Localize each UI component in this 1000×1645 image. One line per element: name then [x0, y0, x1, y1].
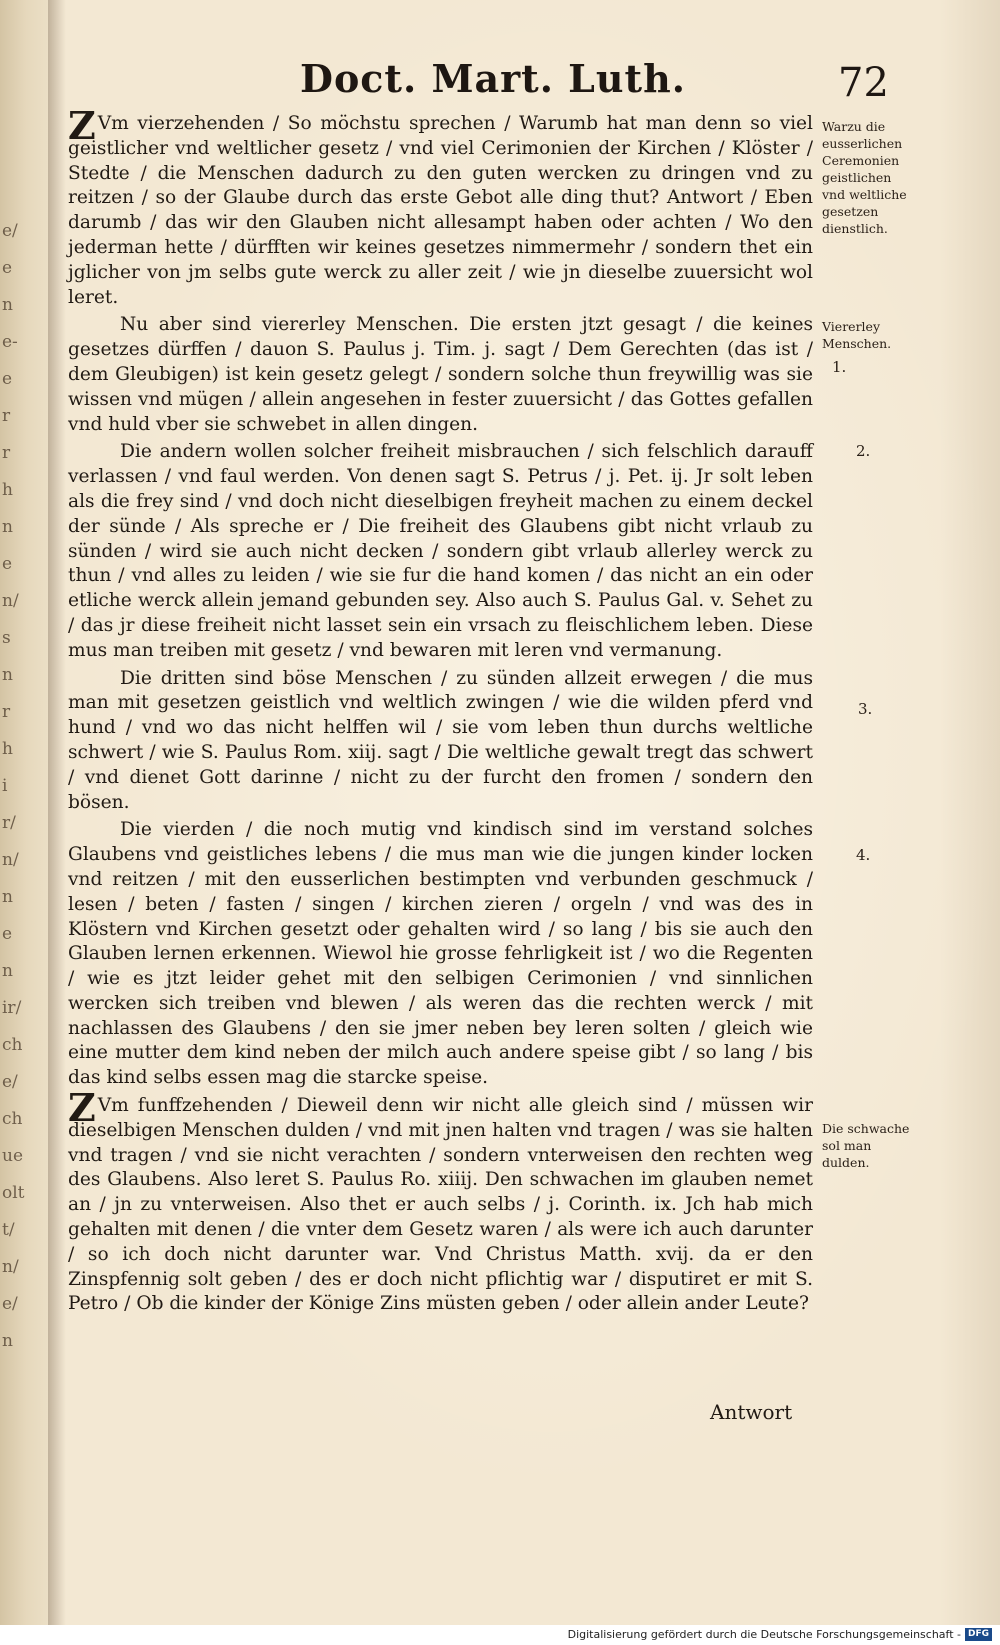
edge-fragment: n: [2, 887, 13, 907]
edge-fragment: olt: [2, 1183, 25, 1203]
paragraph-1: [68, 103, 813, 310]
paragraph-text: Die dritten sind böse Menschen / zu sünden allzeit erwegen / die mus man mit gesetzen geistlich vnd weltlich zwingen / wie die wilden pferd vnd hund / vnd wo das nicht helffen wil / sie vom leben thun durchs weltliche schwert / wie S. Paulus Rom. xiij. sagt / Die weltliche gewalt tregt das schwert / vnd dienet Gott darinne / nicht zu der furcht den fromen / sondern den bösen.: [68, 667, 813, 813]
digitization-credit: [568, 1628, 992, 1641]
marginal-number-1: 1.: [832, 358, 847, 376]
edge-fragment: e/: [2, 221, 18, 241]
edge-fragment: r: [2, 443, 11, 463]
edge-fragment: n/: [2, 850, 19, 870]
credit-text: Digitalisierung gefördert durch die Deutsche Forschungsgemeinschaft -: [567, 1628, 961, 1641]
edge-fragment: n/: [2, 1257, 19, 1277]
initial-letter: Z: [68, 103, 96, 148]
folio-number: 72: [838, 60, 889, 106]
paragraph-4: [68, 667, 813, 816]
edge-fragment: ue: [2, 1146, 24, 1166]
edge-fragment: ch: [2, 1035, 23, 1055]
edge-fragment: i: [2, 776, 8, 796]
edge-fragment: n: [2, 665, 13, 685]
marginal-note-viererley: Viererley Menschen.: [822, 319, 892, 351]
edge-fragment: e: [2, 258, 13, 278]
edge-fragment: e: [2, 369, 13, 389]
initial-letter: Z: [68, 1085, 96, 1131]
main-text-column: [68, 103, 813, 1317]
paragraph-text: Vm vierzehenden / So möchstu sprechen / Warumb hat man denn so viel geistlicher vnd weltlicher gesetz / vnd viel Cerimonien der Kirchen / Klöster / Stedte / die Menschen dadurch zu den guten wercken zu dringen vnd zu reitzen / so der Glaube durch das erste Gebot alle ding thut? Antwort / Eben darumb / das wir den Glauben nicht allesampt haben oder achten / Wo den jederman hette / dürfften wir keines gesetzes nimmermehr / sondern thet ein jglicher von jm selbs gute werck zu aller zeit / wie jn dieselbe zuuersicht wol leret.: [68, 113, 813, 308]
edge-fragment: e: [2, 924, 13, 944]
edge-fragment: h: [2, 739, 13, 759]
edge-fragment: n: [2, 517, 13, 537]
edge-fragment: ir/: [2, 998, 22, 1018]
edge-fragment: r: [2, 406, 11, 426]
paragraph-text: Vm funffzehenden / Dieweil denn wir nicht alle gleich sind / müssen wir dieselbigen Menschen dulden / vnd mit jnen halten vnd tragen / was sie halten vnd tragen / vnd sie nicht verachten / sondern vnterweisen den rechten weg des Glaubens. Also leret S. Paulus Ro. xiiij. Den schwachen im glauben nemet an / jn zu vnterweisen. Also thet er auch selbs / j. Corinth. ix. Jch hab mich gehalten mit denen / die vnter dem Gesetz waren / als were ich auch darunter / so ich doch nicht darunter war. Vnd Christus Matth. xvij. da er den Zinspfennig solt geben / des er doch nicht pflichtig war / disputiret er mit S. Petro / Ob die kinder der Könige Zins müsten geben / oder allein ander Leute?: [68, 1095, 813, 1315]
edge-fragment: e/: [2, 1072, 18, 1092]
edge-fragment: t/: [2, 1220, 15, 1240]
edge-fragment: r/: [2, 813, 16, 833]
edge-fragment: ch: [2, 1109, 23, 1129]
marginal-note-warzu: Warzu die eusserlichen Ceremonien geistlichen vnd weltliche gesetzen dienstlich.: [822, 119, 907, 236]
edge-fragment: n: [2, 961, 13, 981]
edge-fragment: e/: [2, 1294, 18, 1314]
running-head: Doct. Mart. Luth.: [300, 56, 686, 101]
paragraph-3: [68, 440, 813, 663]
paragraph-5: [68, 818, 813, 1091]
edge-fragment: h: [2, 480, 13, 500]
marginal-number-4: 4.: [856, 846, 871, 864]
catchword: Antwort: [710, 1400, 793, 1424]
paragraph-text: Die vierden / die noch mutig vnd kindisch sind im verstand solches Glaubens vnd geistliches lebens / die mus man wie die jungen kinder locken vnd reitzen / mit den eusserlichen bestimpten vnd verbunden geschmuck / lesen / beten / fasten / singen / kirchen zieren / orgeln / vnd was des in Klöstern vnd Kirchen gesetzt oder gehalten wird / so lang / bis sie auch den Glauben lernen erkennen. Wiewol hie grosse fehrligkeit ist / wo die Regenten / wie es jtzt leider gehet mit den selbigen Cerimonien / vnd sinnlichen wercken sich treiben vnd blewen / als weren das die rechten werck / mit nachlassen des Glaubens / den sie jmer neben bey leren solten / gleich wie eine mutter dem kind neben der milch auch andere speise gibt / so lang / bis das kind selbs essen mag die starcke speise.: [68, 819, 813, 1089]
marginal-note-schwache: Die schwache sol man dulden.: [822, 1121, 910, 1170]
edge-fragment: r: [2, 702, 11, 722]
dfg-logo: DFG: [965, 1628, 992, 1641]
paragraph-text: Nu aber sind viererley Menschen. Die ersten jtzt gesagt / die keines gesetzes dürffen / dauon S. Paulus j. Tim. j. sagt / Dem Gerechten (das ist / dem Gleubigen) ist kein gesetz gelegt / sondern solche thun freywillig was sie wissen vnd mügen / allein angesehen in fester zuuersicht / das Gottes gefallen vnd huld vber sie schwebet in allen dingen.: [68, 314, 813, 435]
edge-fragment: n/: [2, 591, 19, 611]
paragraph-2: [68, 313, 813, 437]
edge-fragment: n: [2, 1331, 13, 1351]
edge-fragment: e: [2, 554, 13, 574]
paragraph-6: [68, 1085, 813, 1317]
binding-shadow: [48, 0, 66, 1625]
edge-fragment: s: [2, 628, 11, 648]
edge-fragment: e-: [2, 332, 18, 352]
marginal-number-3: 3.: [858, 700, 873, 718]
edge-fragment: n: [2, 295, 13, 315]
marginal-number-2: 2.: [856, 442, 871, 460]
paragraph-text: Die andern wollen solcher freiheit misbrauchen / sich felschlich darauff verlassen / vnd faul werden. Von denen sagt S. Petrus / j. Pet. ij. Jr solt leben als die frey sind / vnd doch nicht dieselbigen freyheit machen zu einem deckel der sünde / Als spreche er / Die freiheit des Glaubens gibt nicht vrlaub zu sünden / wird sie auch nicht decken / sondern gibt vrlaub allerley werck zu thun / vnd alles zu leiden / wie sie fur die hand komen / das nicht an ein oder etliche werck allein jemand gebunden sey. Also auch S. Paulus Gal. v. Sehet zu / das jr diese freiheit nicht lasset sein ein vrsach zu fleischlichem leben. Diese mus man treiben mit gesetz / vnd bewaren mit leren vnd vermanung.: [68, 441, 813, 661]
